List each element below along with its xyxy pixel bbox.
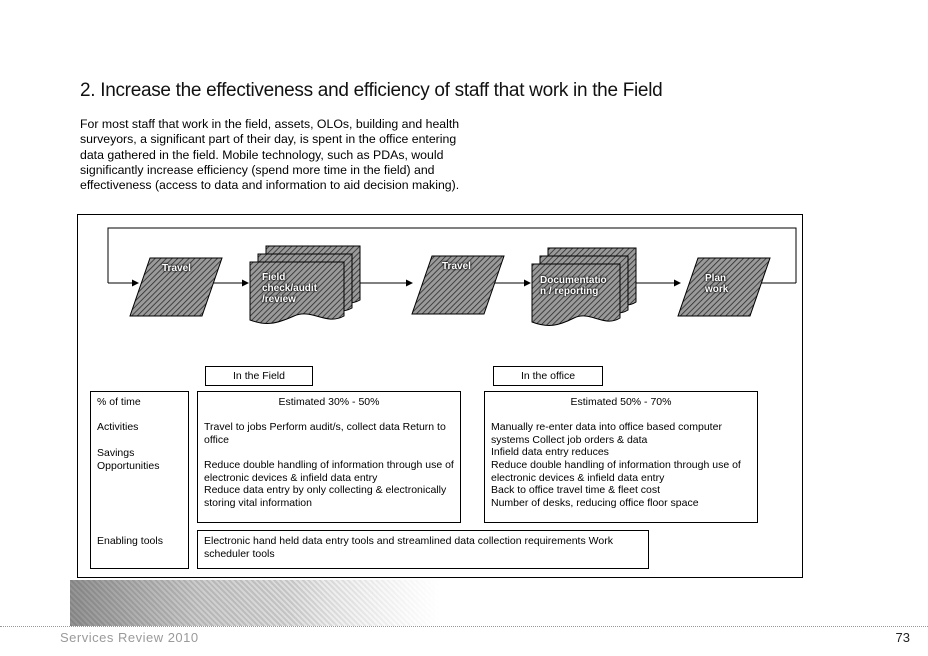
office-savings: Reduce double handling of information through use of electronic devices & infield data entry Back to office travel time & fleet cost Number of desks, reducing office floor space [491, 459, 741, 509]
documentation-step-label: Documentation / reporting [540, 275, 607, 297]
in-the-field-header: In the Field [205, 366, 313, 386]
row-labels-box [90, 391, 189, 569]
intro-paragraph: For most staff that work in the field, assets, OLOs, building and health surveyors, a significant part of their day, is spent in the office entering data gathered in the field. Mobile technology, such as PDAs, would significantly increase efficiency (spend more time in the field) and effectiveness (access to data and information to aid decision making). [80, 117, 460, 193]
page-number: 73 [895, 630, 910, 645]
enabling-tools-box [197, 530, 649, 569]
field-details-box [197, 391, 461, 523]
field-time-estimate: Estimated 30% - 50% [278, 396, 380, 408]
office-time-estimate: Estimated 50% - 70% [570, 396, 672, 408]
field-check-step-label: Field check/audit /review [262, 272, 318, 305]
enabling-tools-label: Enabling tools [97, 535, 163, 547]
office-details-box [484, 391, 758, 523]
travel-step-2-label: Travel [442, 261, 471, 272]
page-title: 2. Increase the effectiveness and efficiency of staff that work in the Field [80, 80, 663, 101]
travel-step-1-label: Travel [162, 263, 191, 274]
field-savings: Reduce double handling of information through use of electronic devices & infield data entry Reduce data entry by only collecting & electronically storing vital information [204, 459, 454, 509]
enabling-tools-text: Electronic hand held data entry tools and streamlined data collection requirements Work scheduler tools [204, 535, 613, 560]
field-activities: Travel to jobs Perform audit/s, collect data Return to office [204, 421, 446, 446]
footer-document-title: Services Review 2010 [60, 630, 199, 645]
in-the-office-header: In the office [493, 366, 603, 386]
percent-time-label: % of time [97, 396, 141, 408]
office-activities: Manually re-enter data into office based computer systems Collect job orders & data Infield data entry reduces [491, 421, 722, 458]
savings-opportunities-label: Savings Opportunities [97, 447, 160, 472]
activities-label: Activities [97, 421, 139, 433]
decorative-photo-strip [70, 580, 440, 626]
plan-work-step-label: Plan work [705, 273, 729, 295]
footer-divider [0, 626, 928, 627]
